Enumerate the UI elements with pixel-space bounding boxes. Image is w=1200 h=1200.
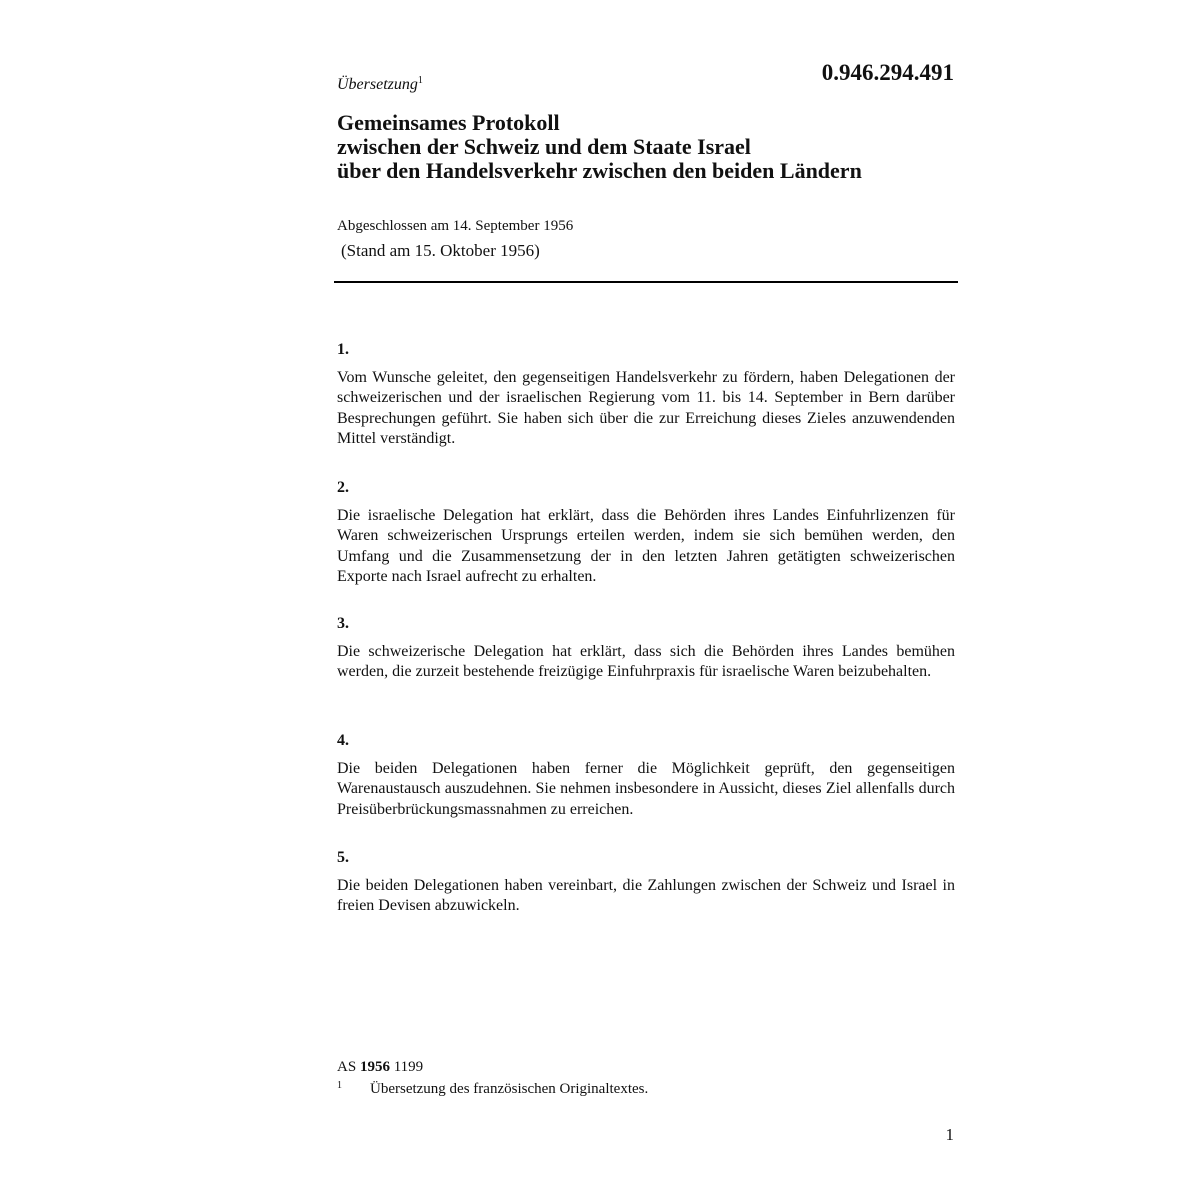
- translation-label: [337, 75, 423, 94]
- section-4: [337, 731, 955, 820]
- title-line-3: über den Handelsverkehr zwischen den beiden Ländern: [337, 158, 862, 183]
- status-date: (Stand am 15. Oktober 1956): [341, 241, 540, 260]
- as-page: 1199: [393, 1059, 424, 1075]
- footnote-mark: 1: [337, 1080, 342, 1091]
- section-text: Die beiden Delegationen haben vereinbart, die Zahlungen zwischen der Schweiz und Israel in freien Devisen abzuwickeln.: [337, 877, 955, 915]
- section-1: [337, 340, 955, 450]
- section-5: [337, 848, 955, 917]
- section-number: 4.: [337, 732, 349, 749]
- section-3: [337, 614, 955, 683]
- section-text: Die beiden Delegationen haben ferner die Möglichkeit geprüft, den gegenseitigen Warenaustausch auszudehnen. Sie nehmen insbesondere in Aussicht, dieses Ziel allenfalls durch Preisüberbrückungsmassnahmen zu erreichen.: [337, 760, 955, 818]
- section-2: [337, 478, 955, 588]
- section-number: 2.: [337, 479, 349, 496]
- footnote-text: Übersetzung des französischen Originaltextes.: [370, 1081, 649, 1097]
- section-text: Die schweizerische Delegation hat erklärt, dass sich die Behörden ihres Landes bemühen werden, die zurzeit bestehende freizügige Einfuhrpraxis für israelische Waren beizubehalten.: [337, 643, 955, 681]
- section-number: 1.: [337, 341, 349, 358]
- footnote: [337, 1080, 648, 1098]
- official-collection-reference: [337, 1059, 423, 1076]
- as-year: 1956: [359, 1059, 390, 1075]
- footnote-reference[interactable]: 1: [417, 75, 423, 86]
- section-text: Die israelische Delegation hat erklärt, dass die Behörden ihres Landes Einfuhrlizenzen für Waren schweizerischen Ursprungs erteilen werden, indem sie sich bemühen werden, den Umfang und die Zusammensetzung der in den letzten Jahren getätigten schweizerischen Exporte nach Israel aufrecht zu erhalten.: [337, 507, 955, 586]
- translation-label-text: Übersetzung: [337, 76, 418, 93]
- document-title: [337, 111, 862, 183]
- section-text: Vom Wunsche geleitet, den gegenseitigen Handelsverkehr zu fördern, haben Delegationen der schweizerischen und der israelischen Regierung vom 11. bis 14. September in Bern darüber Besprechungen geführt. Sie haben sich über die zur Erreichung dieses Zieles anzuwendenden Mittel verständigt.: [337, 369, 955, 448]
- concluded-date: Abgeschlossen am 14. September 1956: [337, 218, 574, 234]
- header-divider: [334, 281, 958, 283]
- as-prefix: AS: [337, 1059, 357, 1075]
- section-number: 5.: [337, 849, 349, 866]
- section-number: 3.: [337, 615, 349, 632]
- page-number: 1: [945, 1125, 954, 1144]
- sr-number: 0.946.294.491: [821, 60, 954, 85]
- title-line-2: zwischen der Schweiz und dem Staate Israel: [337, 134, 751, 159]
- title-line-1: Gemeinsames Protokoll: [337, 110, 560, 135]
